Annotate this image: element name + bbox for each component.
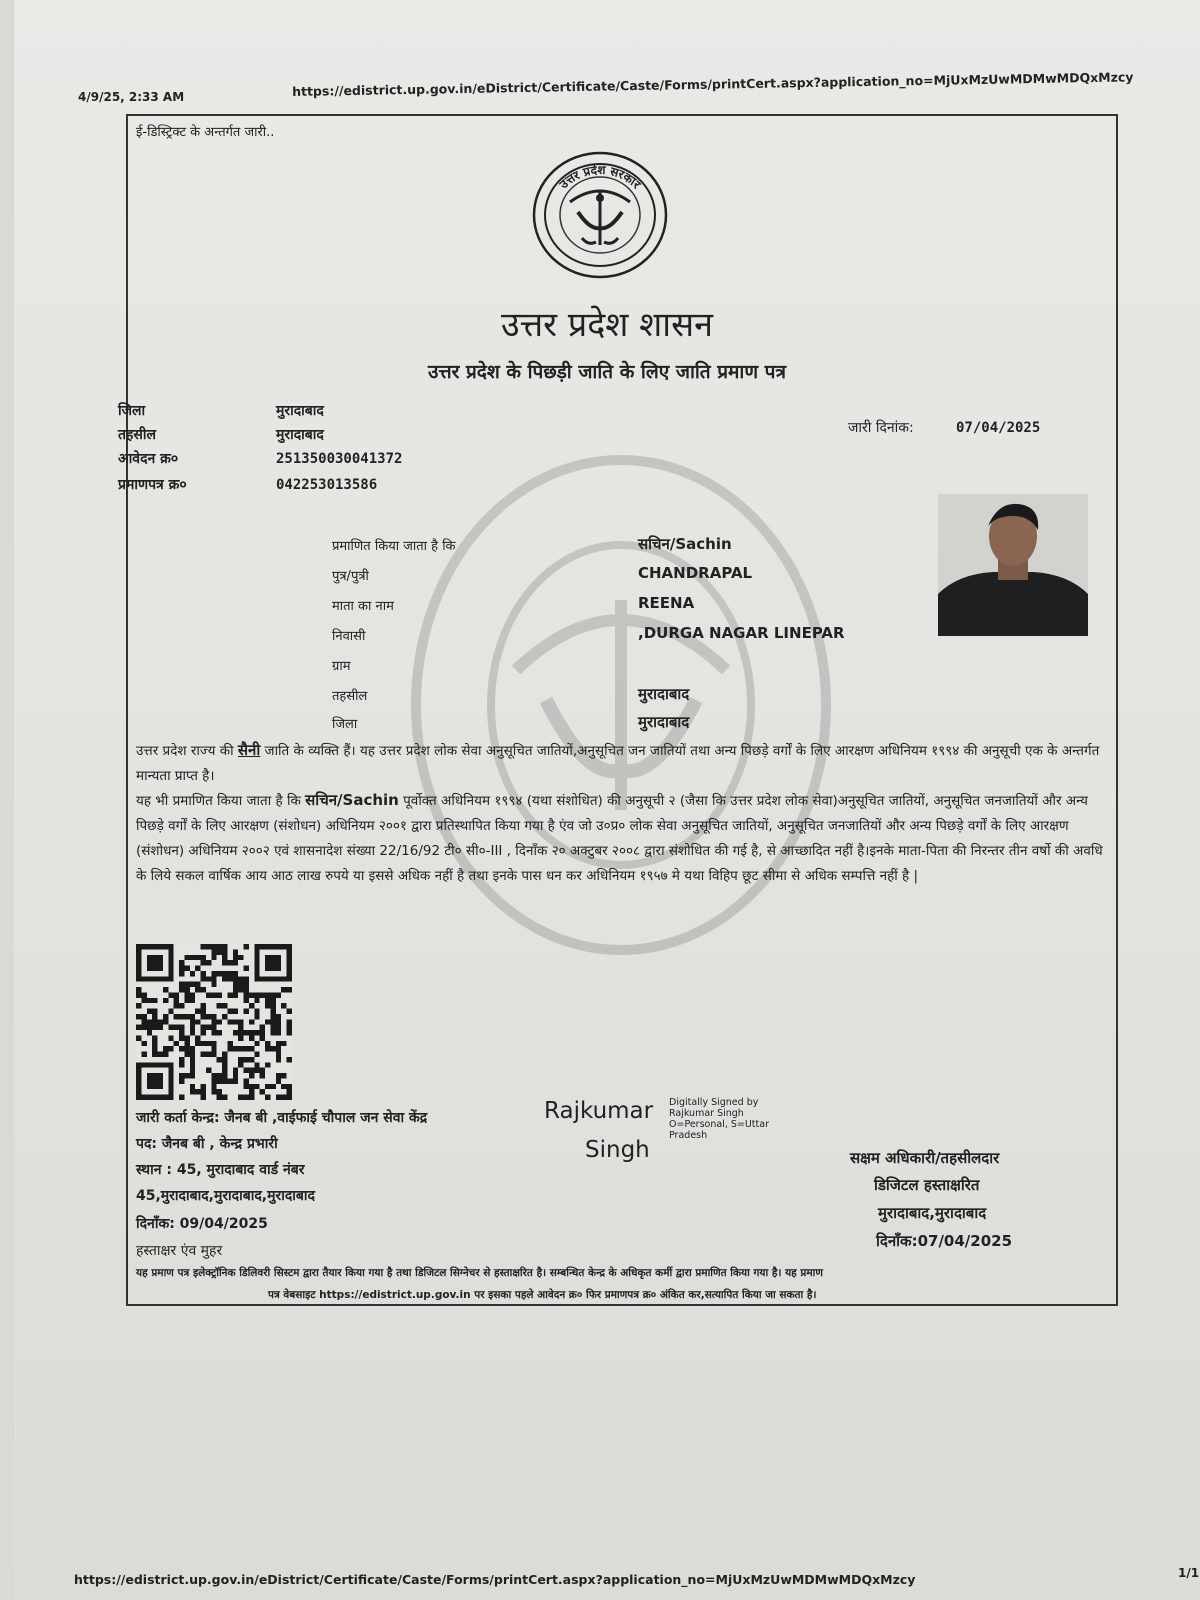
detail-label-tehsil: तहसील bbox=[332, 689, 368, 704]
issuer-place-2: 45,मुरादाबाद,मुरादाबाद,मुरादाबाद bbox=[136, 1188, 315, 1204]
emblem-text: उत्तर प्रदेश सरकार bbox=[556, 162, 644, 192]
certificate-title: उत्तर प्रदेश के पिछड़ी जाति के लिए जाति प्रमाण पत्र bbox=[428, 361, 786, 383]
para2-text-b: पूर्वोक्त अधिनियम १९९४ (यथा संशोधित) की अनुसूची २ (जैसा कि उत्तर प्रदेश लोक सेवा)अनुसूचित जातियों, अनुसूचित जनजातियों और अन्य पिछड़े वर्गों के लिए आरक्षण (संशोधन) अधिनियम २००१ द्वारा प्रतिस्थापित किया गया है एंव जो उ०प्र० लोक सेवा अनुसूचित जातियों, अनुसूचित जनजातियों और अन्य पिछड़े वर्गों के लिए आरक्षण (संशोधन) अधिनियम २००२ एवं शासनादेश संख्या 22/16/92 टी० सी०-III , दिनाँक २० अक्टुबर २००८ द्वारा संशोधित की गई है, से आच्छादित नहीं है।इनके माता-पिता की निरन्तर तीन वर्षो की अवधि के लिये सकल वार्षिक आय आठ लाख रुपये या इससे अधिक नहीं है तथा इनके पास धन कर अधिनियम १९५७ मे यथा विहिप छूट सीमा से अधिक सम्पत्ति नहीं है | bbox=[136, 793, 1103, 884]
para2-text-a: यह भी प्रमाणित किया जाता है कि bbox=[136, 793, 301, 809]
authority-title: सक्षम अधिकारी/तहसीलदार bbox=[850, 1149, 1000, 1167]
signature-name-1: Rajkumar bbox=[544, 1098, 654, 1124]
footer-note-1: यह प्रमाण पत्र इलेक्ट्रॉनिक डिलिवरी सिस्टम द्वारा तैयार किया गया है तथा डिजिटल सिग्नेचर से हस्ताक्षरित है। सम्बन्धित केन्द्र के अधिकृत कर्मी द्वारा प्रमाणित किया गया है। यह प्रमाण bbox=[136, 1267, 823, 1279]
info-value-tehsil: मुरादाबाद bbox=[276, 427, 324, 443]
issuer-center: जारी कर्ता केन्द्र: जैनब बी ,वाईफाई चौपाल जन सेवा केंद्र bbox=[136, 1110, 428, 1126]
ds-line-4: Pradesh bbox=[669, 1130, 708, 1141]
info-label-district: जिला bbox=[118, 403, 146, 419]
detail-label-certified: प्रमाणित किया जाता है कि bbox=[332, 539, 456, 554]
ds-line-2: Rajkumar Singh bbox=[669, 1108, 744, 1119]
qr-code bbox=[136, 944, 292, 1100]
authority-date: दिनाँक:07/04/2025 bbox=[876, 1232, 1013, 1250]
digital-signature-info bbox=[669, 1097, 769, 1141]
info-label-tehsil: तहसील bbox=[118, 427, 156, 443]
issue-date-label: जारी दिनांक: bbox=[848, 420, 914, 436]
paragraph-creamy-layer bbox=[136, 788, 1106, 889]
paper-sheet bbox=[14, 0, 1200, 1600]
issuer-seal: हस्ताक्षर एंव मुहर bbox=[136, 1243, 223, 1259]
para1-text-a: उत्तर प्रदेश राज्य की bbox=[136, 743, 234, 759]
paragraph-caste bbox=[136, 738, 1106, 789]
info-label-certificate: प्रमाणपत्र क्र० bbox=[118, 477, 187, 493]
detail-value-resident: ,DURGA NAGAR LINEPAR bbox=[638, 624, 845, 642]
ds-line-1: Digitally Signed by bbox=[669, 1097, 759, 1108]
detail-label-mother: माता का नाम bbox=[332, 599, 394, 614]
issuer-post: पद: जैनब बी , केन्द्र प्रभारी bbox=[136, 1136, 278, 1152]
gov-title: उत्तर प्रदेश शासन bbox=[501, 305, 713, 345]
detail-value-father: CHANDRAPAL bbox=[638, 564, 753, 582]
applicant-photo bbox=[938, 494, 1088, 636]
print-url-footer: https://edistrict.up.gov.in/eDistrict/Certificate/Caste/Forms/printCert.aspx?application_no=MjUxMzUwMDMwMDQxMzcy bbox=[74, 1572, 916, 1587]
print-datetime: 4/9/25, 2:33 AM bbox=[78, 90, 185, 104]
detail-label-father: पुत्र/पुत्री bbox=[332, 569, 369, 584]
detail-value-tehsil: मुरादाबाद bbox=[638, 685, 690, 703]
issuer-date: दिनाँक: 09/04/2025 bbox=[136, 1216, 268, 1232]
person-icon bbox=[938, 494, 1088, 636]
print-url-header: https://edistrict.up.gov.in/eDistrict/Certificate/Caste/Forms/printCert.aspx?application_no=MjUxMzUwMDMwMDQxMzcy bbox=[292, 69, 1134, 99]
ds-line-3: O=Personal, S=Uttar bbox=[669, 1119, 769, 1130]
issue-date: 07/04/2025 bbox=[956, 420, 1041, 436]
info-value-district: मुरादाबाद bbox=[276, 403, 324, 419]
top-note: ई-डिस्ट्रिक्ट के अन्तर्गत जारी.. bbox=[136, 125, 275, 140]
authority-signed: डिजिटल हस्ताक्षरित bbox=[874, 1176, 980, 1194]
detail-label-district: जिला bbox=[332, 717, 358, 732]
signature-name-2: Singh bbox=[585, 1137, 650, 1163]
detail-value-mother: REENA bbox=[638, 594, 695, 612]
caste-name: सैनी bbox=[237, 741, 261, 759]
detail-label-resident: निवासी bbox=[332, 629, 366, 644]
detail-value-name: सचिन/Sachin bbox=[638, 535, 732, 553]
para1-text-b: जाति के व्यक्ति हैं। यह उत्तर प्रदेश लोक सेवा अनुसूचित जातियों,अनुसूचित जन जातियों तथा अन्य पिछड़े वर्गों के लिए आरक्षण अधिनियम १९९४ की अनुसूची एक के अन्तर्गत मान्यता प्राप्त है। bbox=[136, 743, 1100, 784]
para2-name: सचिन/Sachin bbox=[305, 791, 399, 809]
emblem-lettering bbox=[530, 150, 670, 280]
footer-note-2: पत्र वेबसाइट https://edistrict.up.gov.in पर इसका पहले आवेदन क्र० फिर प्रमाणपत्र क्र० अंकित कर,सत्यापित किया जा सकता है। bbox=[268, 1289, 817, 1301]
detail-value-district: मुरादाबाद bbox=[638, 713, 690, 731]
issuer-place-1: स्थान : 45, मुरादाबाद वार्ड नंबर bbox=[136, 1162, 305, 1178]
page-number: 1/1 bbox=[1178, 1566, 1200, 1580]
info-value-certificate: 042253013586 bbox=[276, 477, 378, 493]
info-value-application: 251350030041372 bbox=[276, 451, 403, 467]
svg-text:उत्तर प्रदेश सरकार bbox=[556, 163, 644, 192]
info-label-application: आवेदन क्र० bbox=[118, 451, 179, 467]
authority-place: मुरादाबाद,मुरादाबाद bbox=[878, 1204, 987, 1222]
detail-label-village: ग्राम bbox=[332, 659, 351, 674]
